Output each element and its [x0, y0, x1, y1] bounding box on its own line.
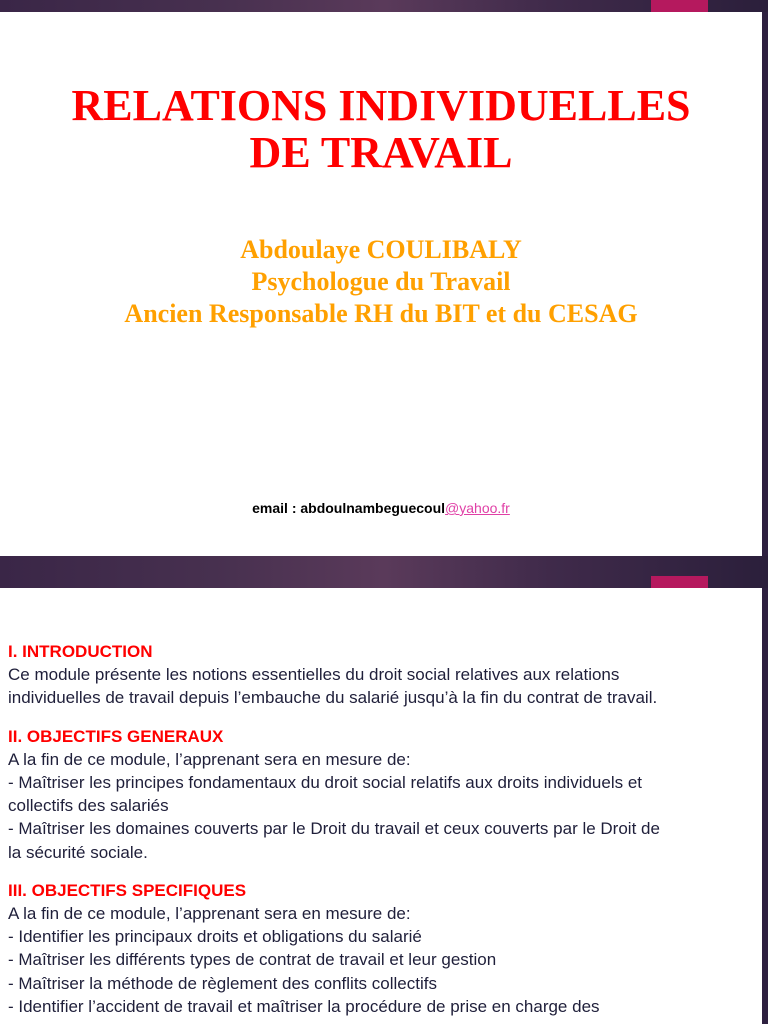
author-block [0, 234, 762, 330]
section-title-objectifs-generaux: II. OBJECTIFS GENERAUX [8, 726, 224, 746]
section-spacer [8, 864, 758, 879]
section-text: la sécurité sociale. [8, 842, 148, 862]
slide-title-line-1: RELATIONS INDIVIDUELLES [71, 81, 691, 130]
section-text: - Identifier l’accident de travail et maîtriser la procédure de prise en charge des [8, 996, 600, 1016]
section-text: A la fin de ce module, l’apprenant sera en mesure de: [8, 904, 411, 924]
author-former-position: Ancien Responsable RH du BIT et du CESAG [124, 299, 638, 328]
middle-accent-tab [651, 576, 708, 588]
email-link[interactable]: @yahoo.fr [445, 500, 510, 516]
email-line [0, 500, 762, 516]
email-prefix: email : abdoulnambeguecoul [252, 500, 446, 516]
section-title-introduction: I. INTRODUCTION [8, 642, 153, 661]
content-slide [0, 588, 762, 1024]
section-title-objectifs-specifiques: III. OBJECTIFS SPECIFIQUES [8, 880, 247, 900]
content-body [8, 640, 758, 1018]
section-text: - Maîtriser les domaines couverts par le Droit du travail et ceux couverts par le Droit de [8, 819, 660, 839]
section-text: collectifs des salariés [8, 796, 169, 816]
title-slide [0, 12, 762, 556]
author-role: Psychologue du Travail [251, 267, 511, 296]
slide-title [0, 82, 762, 176]
section-text: - Maîtriser les principes fondamentaux du droit social relatifs aux droits individuels et [8, 773, 643, 793]
section-text: - Maîtriser la méthode de règlement des conflits collectifs [8, 973, 437, 993]
section-text: - Maîtriser les différents types de contrat de travail et leur gestion [8, 950, 497, 970]
section-text: individuelles de travail depuis l’embauche du salarié jusqu’à la fin du contrat de travail. [8, 688, 658, 708]
section-text: A la fin de ce module, l’apprenant sera en mesure de: [8, 749, 411, 769]
section-text: - Identifier les principaux droits et obligations du salarié [8, 927, 422, 947]
section-spacer [8, 710, 758, 725]
author-name: Abdoulaye COULIBALY [240, 235, 522, 264]
top-accent-tab [651, 0, 708, 12]
section-text: Ce module présente les notions essentielles du droit social relatives aux relations [8, 665, 620, 685]
slide-title-line-2: DE TRAVAIL [249, 128, 513, 177]
